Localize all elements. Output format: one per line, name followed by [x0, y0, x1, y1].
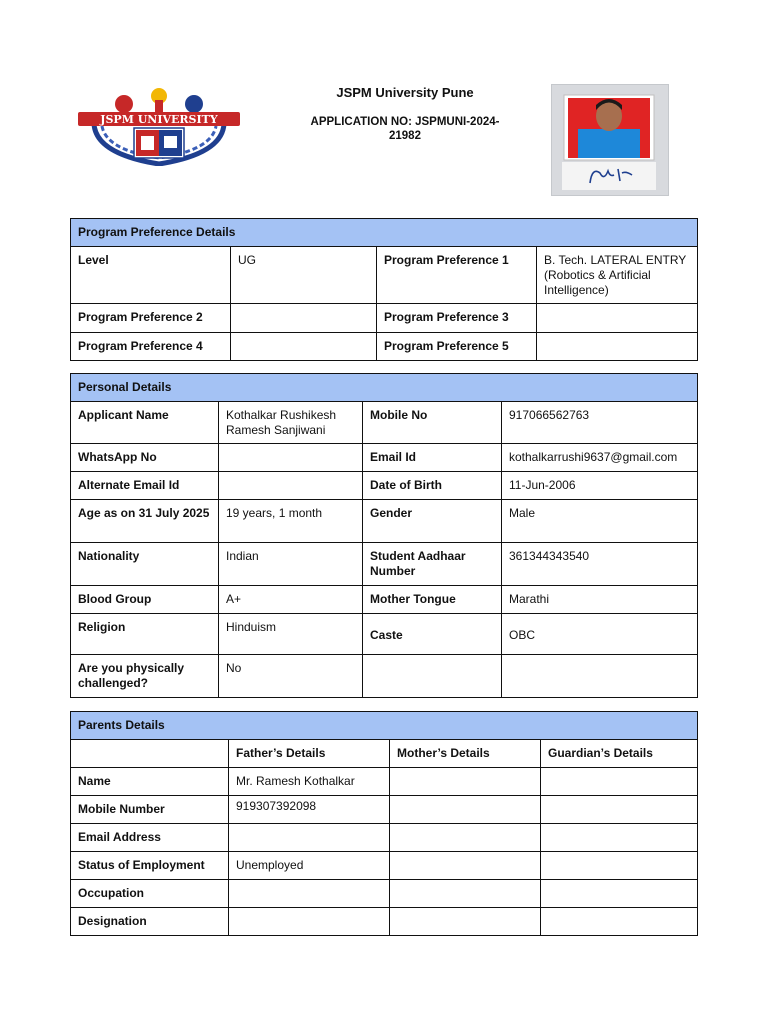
field-value: [219, 444, 363, 472]
mother-value: [390, 796, 541, 824]
mother-value: [390, 852, 541, 880]
parents-details-section: [70, 711, 697, 936]
field-label: Gender: [363, 500, 502, 543]
field-label: Level: [71, 247, 231, 304]
column-header: Father’s Details: [229, 740, 390, 768]
row-label: Designation: [71, 908, 229, 936]
field-label: Age as on 31 July 2025: [71, 500, 219, 543]
table-row: [71, 880, 698, 908]
row-label: Occupation: [71, 880, 229, 908]
father-value: Unemployed: [229, 852, 390, 880]
field-label: Applicant Name: [71, 402, 219, 444]
field-label: Date of Birth: [363, 472, 502, 500]
row-label: Email Address: [71, 824, 229, 852]
field-label: Caste: [363, 614, 502, 655]
field-value: kothalkarrushi9637@gmail.com: [502, 444, 698, 472]
father-value: [229, 824, 390, 852]
field-label: Program Preference 5: [377, 333, 537, 361]
field-value: Hinduism: [219, 614, 363, 655]
father-value: [229, 908, 390, 936]
mother-value: [390, 768, 541, 796]
field-label: Program Preference 1: [377, 247, 537, 304]
field-value: Indian: [219, 543, 363, 586]
field-label: [363, 655, 502, 698]
father-value: 919307392098: [229, 796, 390, 824]
guardian-value: [541, 824, 698, 852]
field-label: Mobile No: [363, 402, 502, 444]
guardian-value: [541, 852, 698, 880]
guardian-value: [541, 880, 698, 908]
field-value: OBC: [502, 614, 698, 655]
row-label: Name: [71, 768, 229, 796]
field-label: Program Preference 2: [71, 304, 231, 333]
page-header: [0, 0, 768, 210]
field-value: [537, 333, 698, 361]
field-value: [219, 472, 363, 500]
field-label: Program Preference 3: [377, 304, 537, 333]
field-value: 19 years, 1 month: [219, 500, 363, 543]
father-value: [229, 880, 390, 908]
mother-value: [390, 880, 541, 908]
field-value: Marathi: [502, 586, 698, 614]
parents-details-table: [70, 711, 698, 936]
table-row: [71, 852, 698, 880]
field-value: Kothalkar Rushikesh Ramesh Sanjiwani: [219, 402, 363, 444]
field-label: WhatsApp No: [71, 444, 219, 472]
field-value: [502, 655, 698, 698]
father-value: Mr. Ramesh Kothalkar: [229, 768, 390, 796]
guardian-value: [541, 768, 698, 796]
field-label: Mother Tongue: [363, 586, 502, 614]
field-value: [231, 333, 377, 361]
field-label: Blood Group: [71, 586, 219, 614]
program-preference-section: [70, 218, 697, 361]
field-label: Religion: [71, 614, 219, 655]
field-value: A+: [219, 586, 363, 614]
field-value: [231, 304, 377, 333]
applicant-photo-image: [552, 85, 668, 195]
field-value: [537, 304, 698, 333]
table-row: [71, 908, 698, 936]
field-value: Male: [502, 500, 698, 543]
program-preference-table: [70, 218, 698, 361]
table-row: [71, 796, 698, 824]
mother-value: [390, 824, 541, 852]
field-value: 361344343540: [502, 543, 698, 586]
personal-details-table: [70, 373, 698, 698]
column-header: [71, 740, 229, 768]
university-title: JSPM University Pune: [336, 85, 474, 100]
applicant-photo: [551, 84, 669, 196]
section-header: Program Preference Details: [71, 219, 698, 247]
mother-value: [390, 908, 541, 936]
field-value: No: [219, 655, 363, 698]
row-label: Status of Employment: [71, 852, 229, 880]
field-value: 917066562763: [502, 402, 698, 444]
application-number: APPLICATION NO: JSPMUNI-2024-21982: [310, 116, 500, 142]
field-label: Nationality: [71, 543, 219, 586]
section-header: Personal Details: [71, 374, 698, 402]
field-value: B. Tech. LATERAL ENTRY (Robotics & Artificial Intelligence): [537, 247, 698, 304]
field-label: Email Id: [363, 444, 502, 472]
table-row: [71, 824, 698, 852]
field-label: Student Aadhaar Number: [363, 543, 502, 586]
column-header: Guardian’s Details: [541, 740, 698, 768]
personal-details-section: [70, 373, 697, 698]
table-row: [71, 768, 698, 796]
guardian-value: [541, 796, 698, 824]
section-header: Parents Details: [71, 712, 698, 740]
guardian-value: [541, 908, 698, 936]
field-label: Alternate Email Id: [71, 472, 219, 500]
field-label: Program Preference 4: [71, 333, 231, 361]
row-label: Mobile Number: [71, 796, 229, 824]
university-logo: [76, 84, 242, 166]
field-label: Are you physically challenged?: [71, 655, 219, 698]
column-header: Mother’s Details: [390, 740, 541, 768]
logo-wordmark: JSPM UNIVERSITY: [100, 113, 218, 126]
field-value: 11-Jun-2006: [502, 472, 698, 500]
field-value: UG: [231, 247, 377, 304]
